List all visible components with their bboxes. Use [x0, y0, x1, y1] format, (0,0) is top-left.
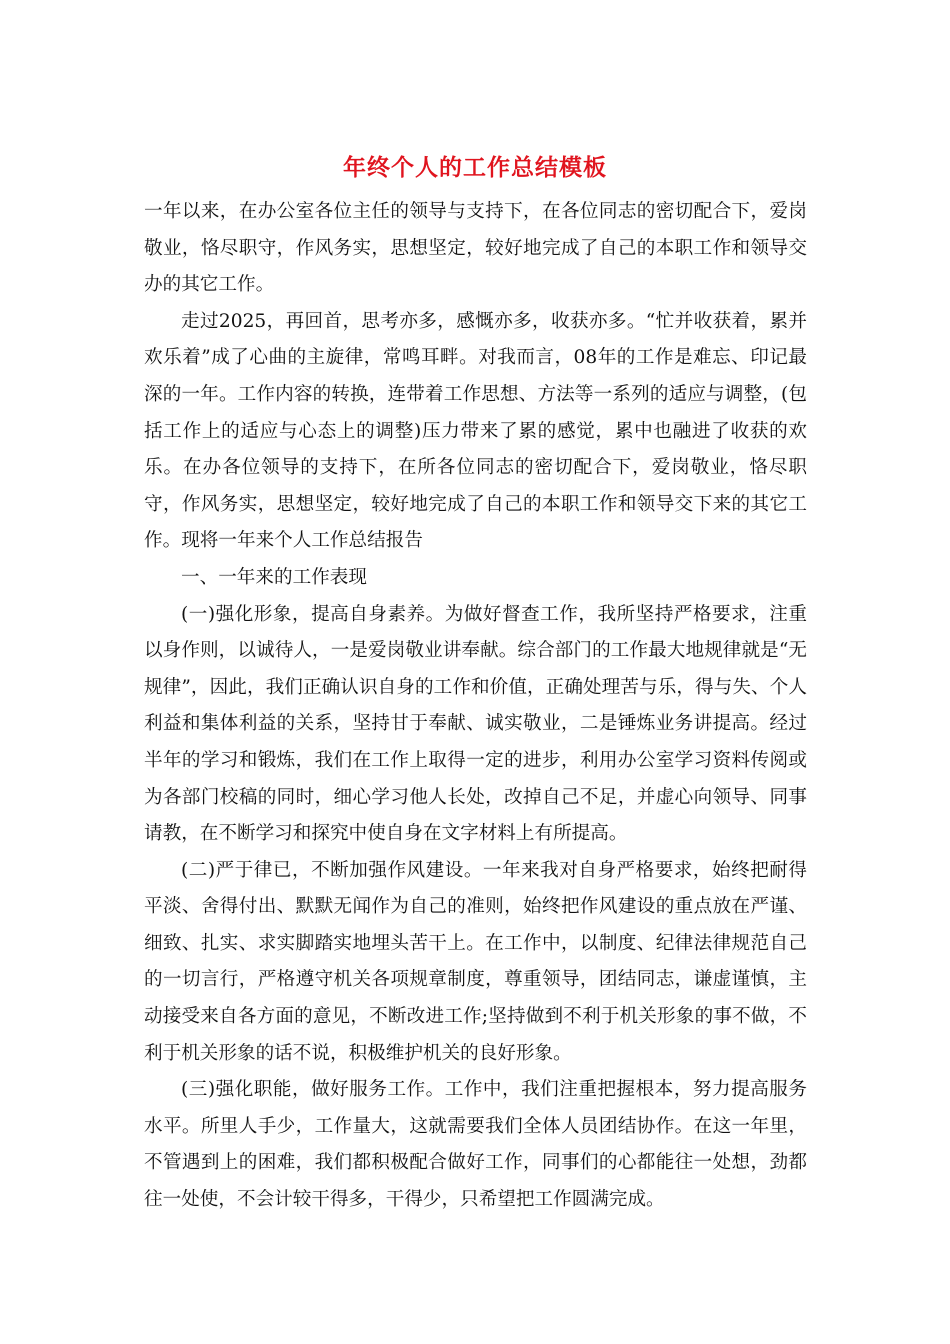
- document-body: [144, 194, 807, 1219]
- document-title: 年终个人的工作总结模板: [343, 154, 607, 181]
- section-heading: 一、一年来的工作表现: [181, 566, 367, 588]
- paragraph-review: 走过2025，再回首，思考亦多，感慨亦多，收获亦多。“忙并收获着，累并欢乐着”成了心曲的主旋律，常鸣耳畔。对我而言，08年的工作是难忘、印记最深的一年。工作内容的转换，连带着工作思想、方法等一系列的适应与调整，(包括工作上的适应与心态上的调整)压力带来了累的感觉，累中也融进了收获的欢乐。在办各位领导的支持下，在所各位同志的密切配合下，爱岗敬业，恪尽职守，作风务实，思想坚定，较好地完成了自己的本职工作和领导交下来的其它工作。现将一年来个人工作总结报告: [144, 310, 807, 552]
- paragraph-point-3: (三)强化职能，做好服务工作。工作中，我们注重把握根本，努力提高服务水平。所里人手少，工作量大，这就需要我们全体人员团结协作。在这一年里，不管遇到上的困难，我们都积极配合做好工作，同事们的心都能往一处想，劲都往一处使，不会计较干得多，干得少，只希望把工作圆满完成。: [144, 1079, 807, 1211]
- paragraph-point-2: (二)严于律已，不断加强作风建设。一年来我对自身严格要求，始终把耐得平淡、舍得付出、默默无闻作为自己的准则，始终把作风建设的重点放在严谨、细致、扎实、求实脚踏实地埋头苦干上。在工作中，以制度、纪律法律规范自己的一切言行，严格遵守机关各项规章制度，尊重领导，团结同志，谦虚谨慎，主动接受来自各方面的意见，不断改进工作;坚持做到不利于机关形象的事不做，不利于机关形象的话不说，积极维护机关的良好形象。: [144, 859, 807, 1064]
- paragraph-intro: 一年以来，在办公室各位主任的领导与支持下，在各位同志的密切配合下，爱岗敬业，恪尽职守，作风务实，思想坚定，较好地完成了自己的本职工作和领导交办的其它工作。: [144, 201, 807, 296]
- paragraph-point-1: (一)强化形象，提高自身素养。为做好督查工作，我所坚持严格要求，注重以身作则，以诚待人，一是爱岗敬业讲奉献。综合部门的工作最大地规律就是“无规律”，因此，我们正确认识自身的工作和价值，正确处理苦与乐，得与失、个人利益和集体利益的关系，坚持甘于奉献、诚实敬业，二是锤炼业务讲提高。经过半年的学习和锻炼，我们在工作上取得一定的进步，利用办公室学习资料传阅或为各部门校稿的同时，细心学习他人长处，改掉自己不足，并虚心向领导、同事请教，在不断学习和探究中使自身在文字材料上有所提高。: [144, 603, 807, 845]
